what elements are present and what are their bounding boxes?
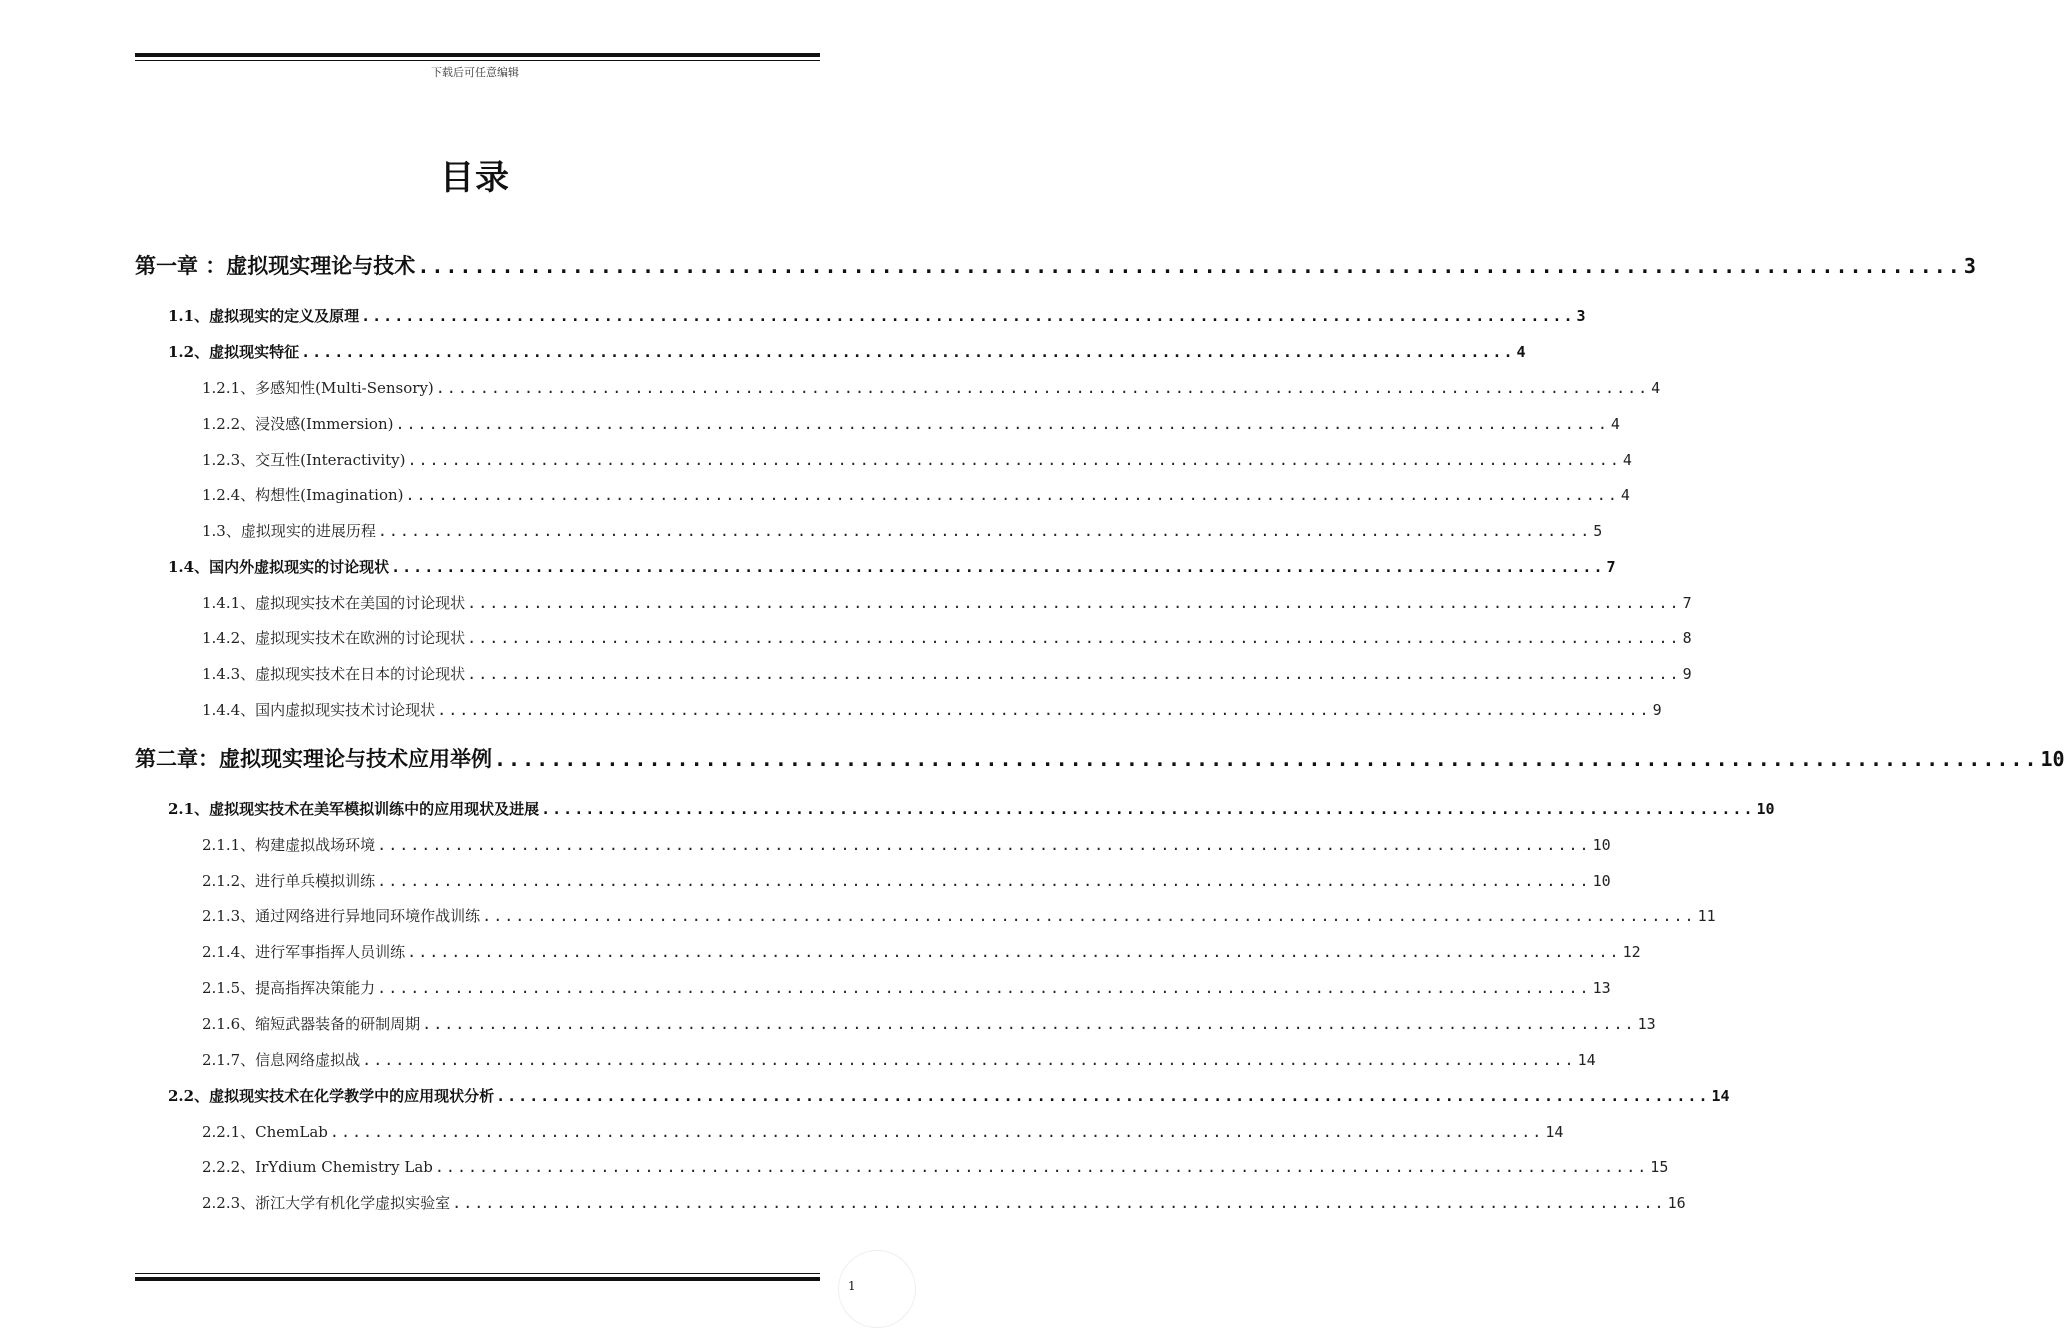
toc-entry[interactable] <box>202 1191 1686 1215</box>
toc-page-number: 3 <box>1576 307 1586 325</box>
toc-entry-label: 1.4.4、国内虚拟现实技术讨论现状 <box>202 701 436 719</box>
toc-leader-dots: .............................................................................................................. <box>435 379 1650 397</box>
toc-entry-label: 1.4.2、虚拟现实技术在欧洲的讨论现状 <box>202 629 466 647</box>
toc-entry-label: 2.2.3、浙江大学有机化学虚拟实验室 <box>202 1194 451 1212</box>
toc-entry-label: 2.1.2、进行单兵模拟训练 <box>202 872 376 890</box>
toc-entry[interactable] <box>202 448 1632 472</box>
toc-entry[interactable] <box>202 1120 1564 1144</box>
footer-rule-thick <box>135 1277 820 1281</box>
toc-leader-dots: .............................................................................................................. <box>377 522 1592 540</box>
toc-entry-label: 2.2.2、IrYdium Chemistry Lab <box>202 1158 433 1176</box>
toc-page-number: 12 <box>1622 943 1641 961</box>
toc-entry-label: 第一章 ：虚拟现实理论与技术 <box>135 253 416 278</box>
toc-page-number: 15 <box>1650 1158 1669 1176</box>
toc-entry[interactable] <box>168 304 1586 328</box>
toc-entry-label: 2.1、虚拟现实技术在美军模拟训练中的应用现状及进展 <box>168 800 540 818</box>
toc-entry-label: 2.1.1、构建虚拟战场环境 <box>202 836 376 854</box>
toc-page-number: 4 <box>1610 415 1620 433</box>
page-number: 1 <box>848 1279 856 1293</box>
toc-leader-dots: .............................................................................................................. <box>452 1194 1666 1212</box>
toc-leader-dots: .............................................................................................................. <box>405 486 1619 504</box>
toc-entry[interactable] <box>202 412 1620 436</box>
toc-leader-dots: .............................................................................................................. <box>377 872 1591 890</box>
toc-entry-label: 第二章：虚拟现实理论与技术应用举例 <box>135 746 492 771</box>
toc-leader-dots: .............................................................................................................. <box>407 943 1621 961</box>
toc-entry[interactable] <box>202 976 1611 1000</box>
toc-entry-label: 1.1、虚拟现实的定义及原理 <box>168 307 360 325</box>
toc-page-number: 7 <box>1682 594 1692 612</box>
toc-entry-label: 2.1.7、信息网络虚拟战 <box>202 1051 361 1069</box>
toc-entry[interactable] <box>202 698 1662 722</box>
toc-page-number: 7 <box>1606 558 1616 576</box>
toc-page-number: 5 <box>1593 522 1603 540</box>
toc-leader-dots: .............................................................................................................. <box>467 594 1681 612</box>
toc-page-number: 4 <box>1620 486 1630 504</box>
toc-entry-label: 1.2.3、交互性(Interactivity) <box>202 451 406 469</box>
footer-rule-thin <box>135 1273 820 1274</box>
toc-page-number: 10 <box>1592 836 1611 854</box>
toc-entry[interactable] <box>202 940 1641 964</box>
toc-entry-label: 1.2、虚拟现实特征 <box>168 343 300 361</box>
toc-entry-label: 2.1.4、进行军事指挥人员训练 <box>202 943 406 961</box>
toc-chapter-1[interactable] <box>135 251 1976 281</box>
toc-entry[interactable] <box>202 376 1661 400</box>
toc-leader-dots: .............................................................................................................. <box>496 1087 1710 1105</box>
toc-leader-dots: .............................................................................................................. <box>391 558 1605 576</box>
header-rule-thick <box>135 53 820 57</box>
toc-entry-label: 1.4、国内外虚拟现实的讨论现状 <box>168 558 390 576</box>
toc-page-number: 16 <box>1667 1194 1686 1212</box>
toc-entry[interactable] <box>202 591 1692 615</box>
toc-leader-dots: .............................................................................................................. <box>361 307 1575 325</box>
toc-page-number: 14 <box>1711 1087 1730 1105</box>
toc-entry[interactable] <box>202 1155 1669 1179</box>
toc-entry[interactable] <box>168 797 1775 821</box>
toc-entry-label: 1.2.4、构想性(Imagination) <box>202 486 404 504</box>
toc-entry[interactable] <box>202 869 1611 893</box>
toc-page-number: 14 <box>1577 1051 1596 1069</box>
toc-entry[interactable] <box>168 1084 1730 1108</box>
toc-entry[interactable] <box>202 1048 1596 1072</box>
toc-chapter-2[interactable] <box>135 744 2065 774</box>
toc-entry-label: 1.3、虚拟现实的进展历程 <box>202 522 376 540</box>
toc-page-number: 3 <box>1963 254 1976 278</box>
toc-leader-dots: .............................................................................................................. <box>467 665 1681 683</box>
toc-page-number: 10 <box>2040 747 2065 771</box>
toc-leader-dots: .............................................................................................................. <box>362 1051 1576 1069</box>
toc-page-number: 14 <box>1545 1123 1564 1141</box>
toc-page-number: 4 <box>1651 379 1661 397</box>
toc-leader-dots: .............................................................................................................. <box>434 1158 1649 1176</box>
toc-page-number: 8 <box>1682 629 1692 647</box>
toc-leader-dots: .............................................................................................................. <box>377 836 1591 854</box>
toc-entry-label: 2.1.6、缩短武器装备的研制周期 <box>202 1015 421 1033</box>
toc-leader-dots: .............................................................................................................. <box>377 979 1591 997</box>
toc-page-number: 9 <box>1652 701 1662 719</box>
toc-entry-label: 1.4.3、虚拟现实技术在日本的讨论现状 <box>202 665 466 683</box>
toc-entry[interactable] <box>168 555 1616 579</box>
toc-entry-label: 1.4.1、虚拟现实技术在美国的讨论现状 <box>202 594 466 612</box>
toc-leader-dots: .............................................................................................................. <box>301 343 1515 361</box>
header-text: 下载后可任意编辑 <box>431 66 519 79</box>
toc-leader-dots: .............................................................................................................. <box>541 800 1755 818</box>
toc-entry[interactable] <box>202 1012 1656 1036</box>
toc-leader-dots: .............................................................................................................. <box>494 747 2039 771</box>
toc-leader-dots: .............................................................................................................. <box>407 451 1621 469</box>
toc-leader-dots: .............................................................................................................. <box>482 907 1696 925</box>
header-rule-thin <box>135 60 820 61</box>
toc-entry[interactable] <box>202 519 1603 543</box>
toc-page-number: 9 <box>1682 665 1692 683</box>
toc-entry[interactable] <box>202 904 1716 928</box>
toc-leader-dots: .............................................................................................................. <box>417 254 1962 278</box>
toc-leader-dots: .............................................................................................................. <box>422 1015 1636 1033</box>
toc-entry[interactable] <box>168 340 1526 364</box>
toc-entry[interactable] <box>202 662 1692 686</box>
toc-page-number: 13 <box>1637 1015 1656 1033</box>
toc-entry-label: 2.2.1、ChemLab <box>202 1123 328 1141</box>
toc-page-number: 4 <box>1622 451 1632 469</box>
page-title: 目录 <box>440 158 510 198</box>
toc-entry-label: 2.2、虚拟现实技术在化学教学中的应用现状分析 <box>168 1087 495 1105</box>
toc-page-number: 10 <box>1756 800 1775 818</box>
toc-page-number: 11 <box>1697 907 1716 925</box>
toc-entry-label: 1.2.2、浸没感(Immersion) <box>202 415 394 433</box>
toc-page-number: 10 <box>1592 872 1611 890</box>
toc-leader-dots: .............................................................................................................. <box>329 1123 1544 1141</box>
toc-page-number: 4 <box>1516 343 1526 361</box>
toc-leader-dots: .............................................................................................................. <box>437 701 1651 719</box>
toc-entry-label: 2.1.5、提高指挥决策能力 <box>202 979 376 997</box>
toc-leader-dots: .............................................................................................................. <box>467 629 1681 647</box>
toc-entry[interactable] <box>202 626 1692 650</box>
toc-entry[interactable] <box>202 483 1630 507</box>
toc-entry-label: 2.1.3、通过网络进行异地同环境作战训练 <box>202 907 481 925</box>
toc-entry-label: 1.2.1、多感知性(Multi-Sensory) <box>202 379 434 397</box>
toc-page-number: 13 <box>1592 979 1611 997</box>
toc-leader-dots: .............................................................................................................. <box>395 415 1609 433</box>
toc-entry[interactable] <box>202 833 1611 857</box>
